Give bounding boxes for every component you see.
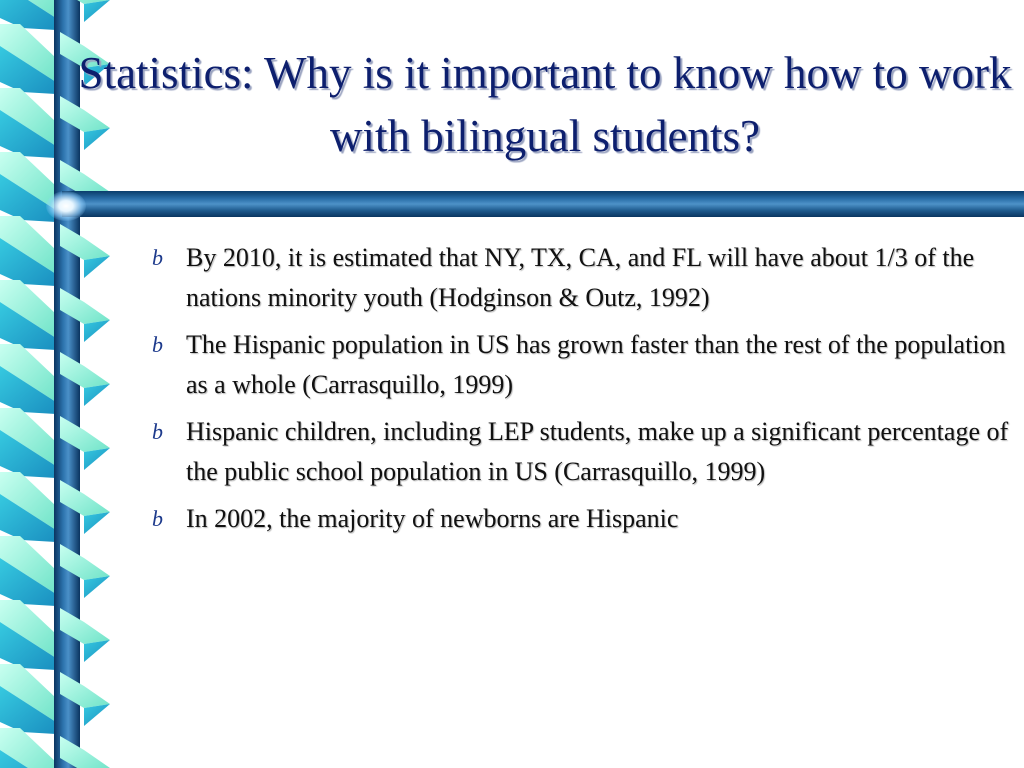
bullet-item [148,325,1018,405]
bullet-text: The Hispanic population in US has grown faster than the rest of the population as a whole (Carrasquillo, 1999) [186,330,1006,399]
bullet-text: Hispanic children, including LEP students, make up a significant percentage of the public school population in US (Carrasquillo, 1999) [186,417,1009,486]
bullet-list [148,238,1018,546]
bullet-marker-icon: b [152,332,163,357]
title-divider-bar [62,191,1024,217]
divider-glow [46,191,86,221]
bullet-item [148,238,1018,318]
bullet-marker-icon: b [152,506,163,531]
slide-title: Statistics: Why is it important to know how to work with bilingual students? [78,48,1012,161]
bullet-text: In 2002, the majority of newborns are Hispanic [186,504,679,533]
bullet-marker-icon: b [152,245,163,270]
bullet-item [148,499,1018,539]
bullet-text: By 2010, it is estimated that NY, TX, CA, and FL will have about 1/3 of the nations minority youth (Hodginson & Outz, 1992) [186,243,975,312]
bullet-marker-icon: b [152,419,163,444]
bullet-item [148,412,1018,492]
